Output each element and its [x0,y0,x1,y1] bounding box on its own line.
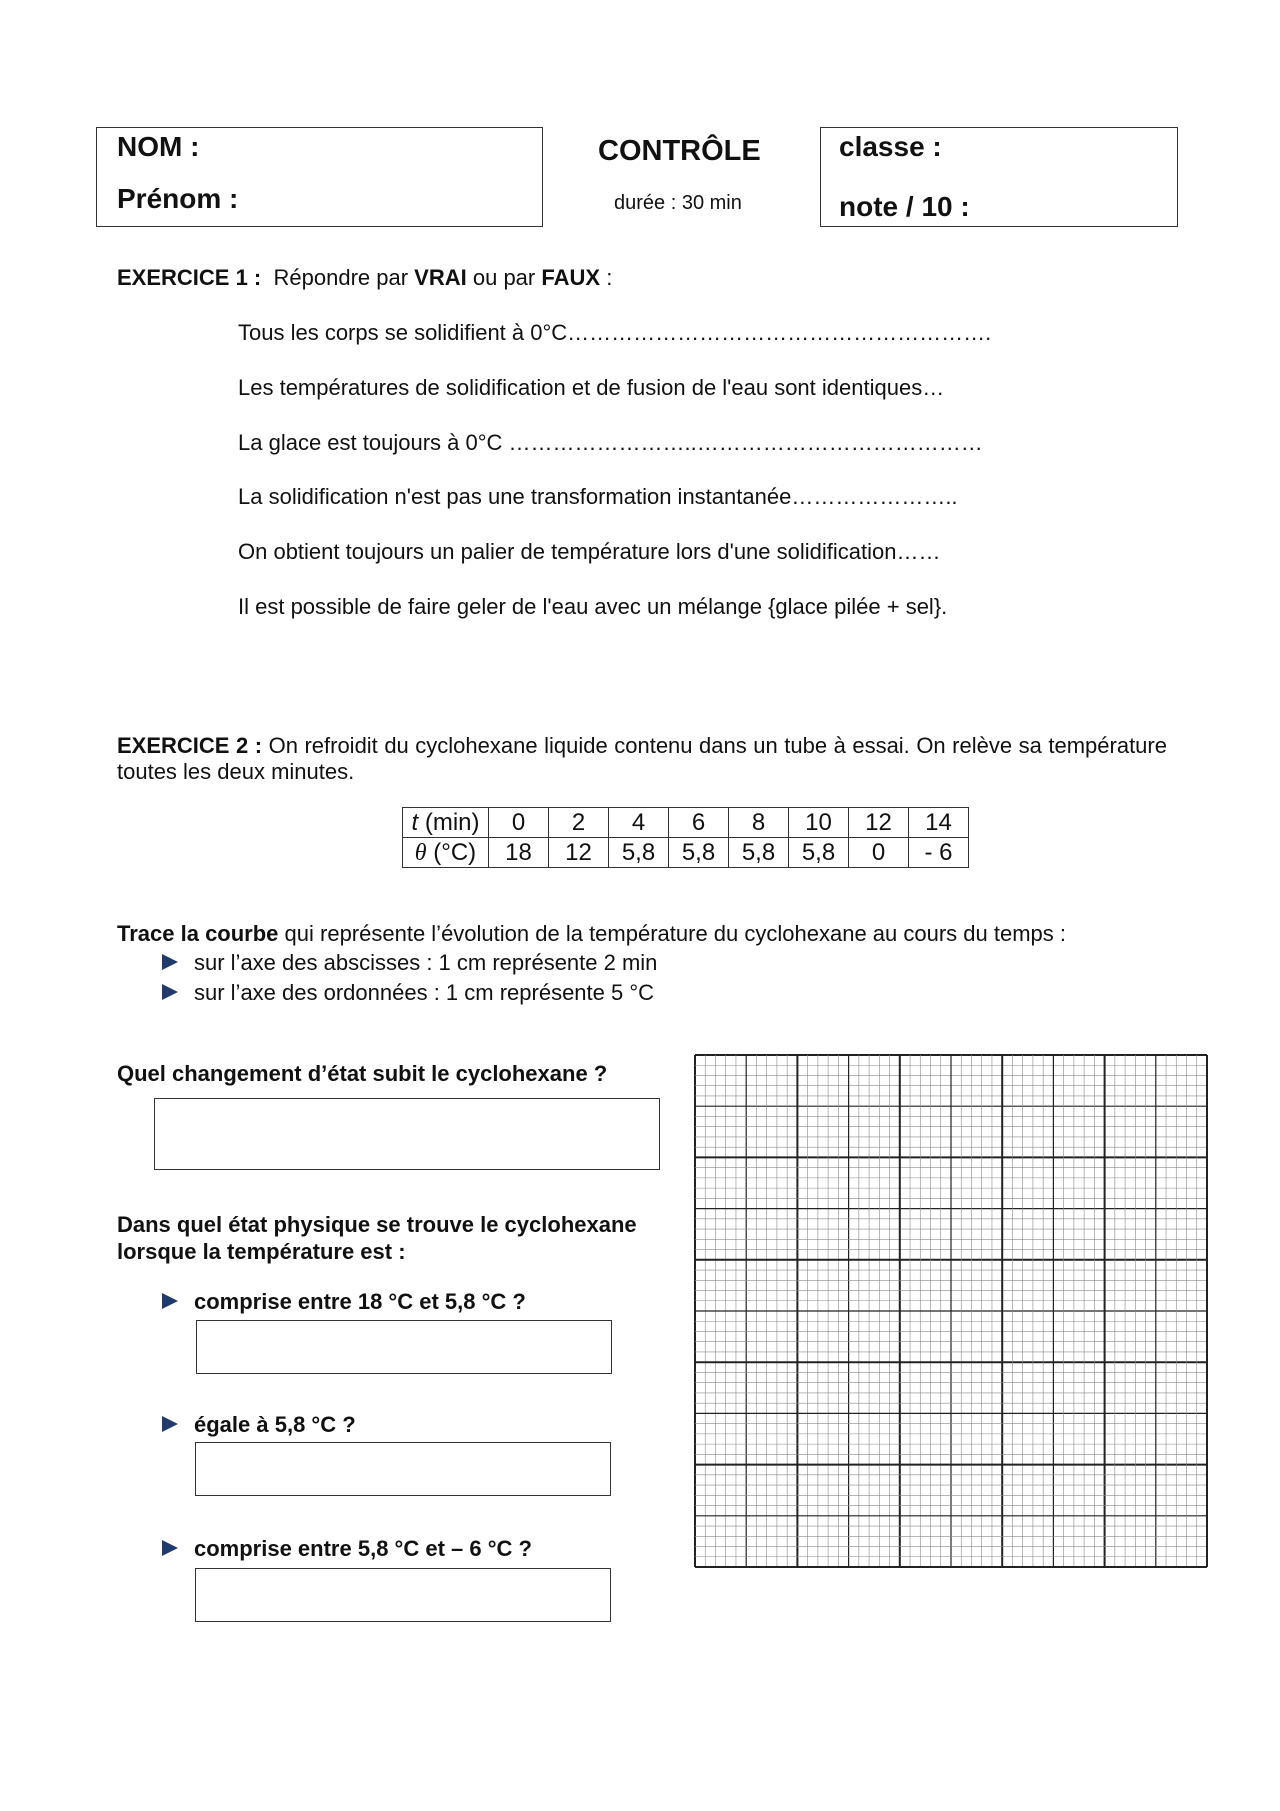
time-header-cell [403,808,489,838]
answer-box-3[interactable] [195,1442,611,1496]
table-row-time [403,808,969,838]
sub-question-1: comprise entre 18 °C et 5,8 °C ? [194,1289,526,1314]
time-cell: 12 [849,808,909,838]
bullet-arrow-icon [162,1540,178,1556]
time-cell: 4 [609,808,669,838]
sub-question-2: égale à 5,8 °C ? [194,1412,356,1437]
exercise1-heading [117,265,612,291]
trace-instruction [117,921,1066,947]
temp-cell: - 6 [909,838,969,868]
time-unit: (min) [418,808,480,836]
exercise2-intro-text: On refroidit du cyclohexane liquide contenu dans un tube à essai. On relève sa température toutes les deux minutes. [117,733,1167,784]
statement-4: La solidification n'est pas une transformation instantanée………………….. [238,484,958,509]
classe-label: classe : [839,131,942,162]
exercise1-instruction-mid: ou par [472,265,536,290]
answer-box-4[interactable] [195,1568,611,1622]
statement-2: Les températures de solidification et de fusion de l'eau sont identiques… [238,375,945,400]
trace-bullet-1: sur l’axe des abscisses : 1 cm représente 2 min [194,950,658,975]
time-cell: 2 [549,808,609,838]
temp-cell: 0 [849,838,909,868]
question-1: Quel changement d’état subit le cyclohexane ? [117,1061,608,1086]
exercise1-instruction-pre: Répondre par [273,265,409,290]
question-2-line1: Dans quel état physique se trouve le cyclohexane [117,1212,637,1237]
question-2-line2: lorsque la température est : [117,1239,406,1264]
time-cell: 10 [789,808,849,838]
exercise2-intro [117,733,1167,785]
trace-bullet-2: sur l’axe des ordonnées : 1 cm représente 5 °C [194,980,655,1005]
temp-unit: (°C) [426,838,477,866]
temp-cell: 5,8 [729,838,789,868]
trace-rest: qui représente l’évolution de la température du cyclohexane au cours du temps : [278,921,1066,946]
statement-1: Tous les corps se solidifient à 0°C…………………………………………………. [238,320,992,345]
name-box [96,127,543,227]
temp-cell: 5,8 [669,838,729,868]
data-table [402,807,969,868]
bullet-arrow-icon [162,1416,178,1432]
nom-label: NOM : [117,131,200,162]
exercise1-instruction-end: : [606,265,613,290]
time-cell: 0 [489,808,549,838]
trace-bold: Trace la courbe [117,921,279,946]
time-cell: 8 [729,808,789,838]
temp-header-cell [403,838,489,868]
answer-box-2[interactable] [196,1320,612,1374]
time-symbol: t [411,808,419,836]
temp-cell: 5,8 [789,838,849,868]
bullet-arrow-icon [162,984,178,1000]
bullet-arrow-icon [162,954,178,970]
answer-box-1[interactable] [154,1098,660,1170]
graph-paper[interactable] [694,1054,1208,1568]
table-row-temperature [403,838,969,868]
sub-question-3: comprise entre 5,8 °C et – 6 °C ? [194,1536,532,1561]
statement-5: On obtient toujours un palier de température lors d'une solidification…… [238,539,941,564]
exercise2-title: EXERCICE 2 : [117,733,263,758]
exercise1-vrai: VRAI [414,265,467,290]
temp-cell: 12 [549,838,609,868]
grade-box [820,127,1178,227]
prenom-label: Prénom : [117,183,239,214]
note-label: note / 10 : [839,191,970,222]
temp-cell: 18 [489,838,549,868]
theta-symbol: θ [414,839,427,866]
time-cell: 14 [909,808,969,838]
time-cell: 6 [669,808,729,838]
exercise1-title: EXERCICE 1 : [117,265,262,290]
duration-label: durée : 30 min [614,192,742,214]
statement-6: Il est possible de faire geler de l'eau avec un mélange {glace pilée + sel}. [238,594,948,619]
temp-cell: 5,8 [609,838,669,868]
statement-3: La glace est toujours à 0°C ……………………..………………………………… [238,430,983,455]
exercise1-faux: FAUX [541,265,601,290]
page-title: CONTRÔLE [598,135,761,167]
bullet-arrow-icon [162,1293,178,1309]
